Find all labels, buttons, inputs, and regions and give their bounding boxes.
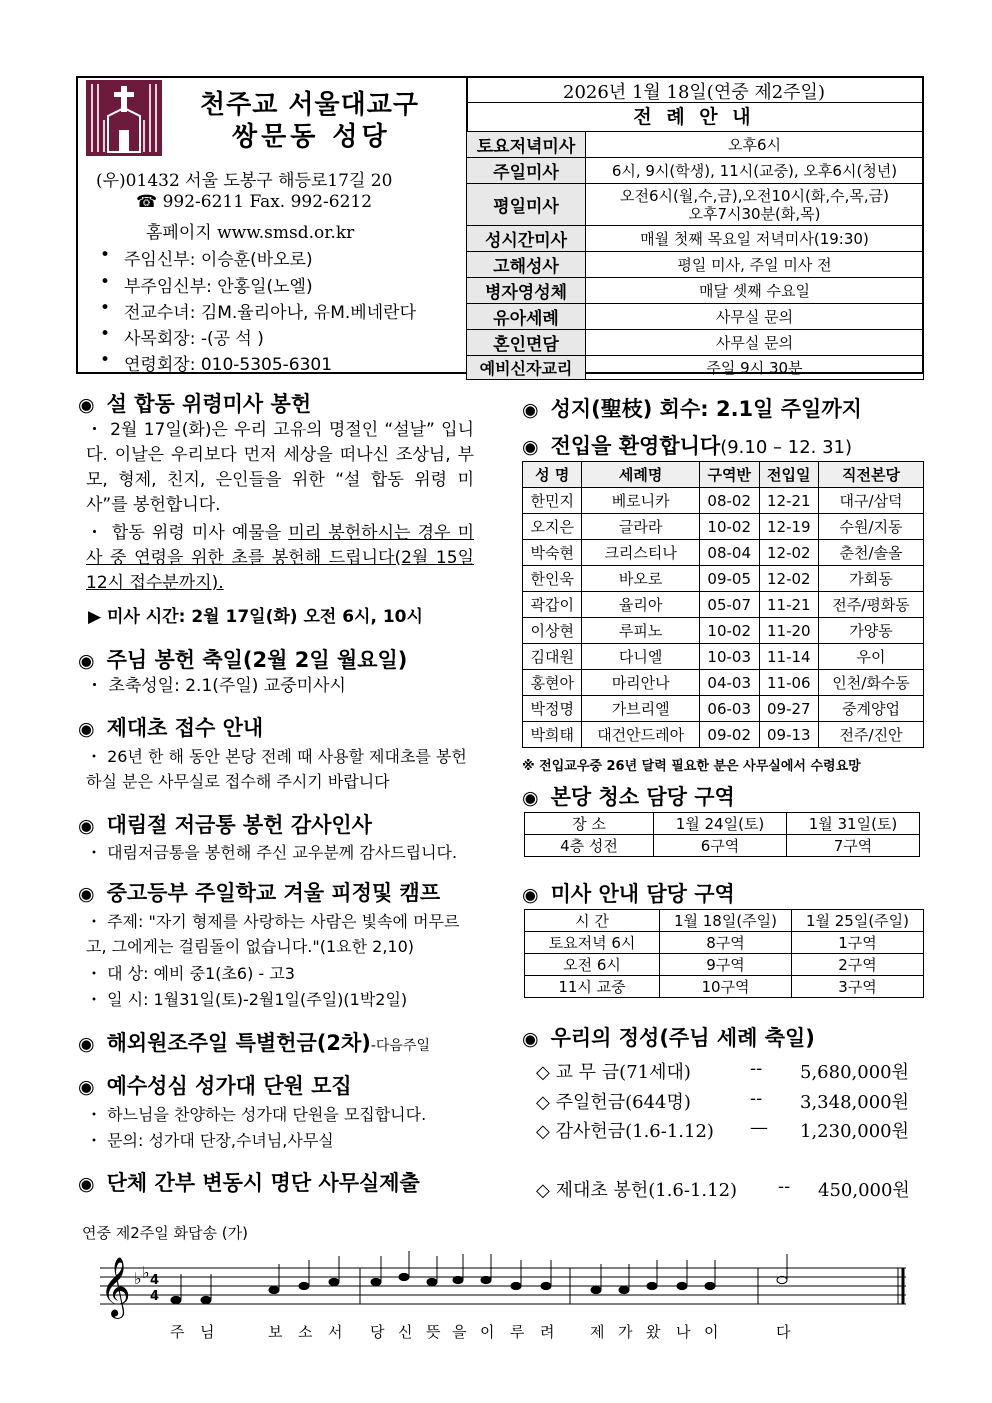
lyric-syllable: 당 [370,1323,385,1341]
altar-candle-text: ・ 26년 한 해 동안 본당 전례 때 사용할 제대초를 봉헌 하실 분은 사무실로 접수해 주시기 바랍니다 [86,747,467,791]
note-head [201,1296,211,1303]
youth-camp-theme: ・ 주제: "자기 형제를 사랑하는 사람은 빛속에 머무르고, 그에게는 걸림돌이 없습니다."(1요한 2,10) [86,912,460,956]
offering-amount: 3,348,000원 [800,1092,909,1113]
table-cell: 수원/지동 [819,514,924,540]
table-cell: 크리스티나 [582,540,700,566]
svg-text:4: 4 [150,1273,160,1288]
table-cell: 06-03 [699,696,759,722]
note-head [399,1273,409,1280]
offering-sep: -- [750,1088,763,1109]
lyric-syllable: 소 [298,1323,313,1341]
table-row [523,670,924,696]
note-head [481,1276,491,1283]
choir-text: ・ 하느님을 찬양하는 성가대 단원을 모집합니다. [86,1105,427,1124]
table-row [523,540,924,566]
bullet-circle-icon: ◉ [522,399,539,421]
table-cell: 9구역 [660,954,792,976]
table-cell: 베로니카 [582,488,700,514]
lyric-syllable: 다 [776,1323,791,1341]
lyric-syllable: 왔 [646,1323,661,1341]
table-cell: 08-04 [699,540,759,566]
liturgy-value: 주일 9시 30분 [586,356,924,380]
table-cell: 전주/평화동 [819,592,924,618]
table-row [523,696,924,722]
offering-label: ◇ 주일헌금(644명) [536,1092,691,1113]
note-head [329,1278,339,1285]
bullet-circle-icon: ◉ [522,787,539,809]
col-header: 직전본당 [819,462,924,488]
choir-contact: ・ 문의: 성가대 단장,수녀님,사무실 [86,1131,334,1150]
mass-guide-table [524,909,924,998]
col-header: 1월 25일(주일) [792,910,924,932]
table-row [523,592,924,618]
table-cell: 마리안나 [582,670,700,696]
table-cell: 오전 6시 [525,954,660,976]
liturgy-value: 매월 첫째 목요일 저녁미사(19:30) [586,226,924,252]
section-title-cleaning: ◉ 본당 청소 담당 구역 [522,785,735,809]
section-title-advent-bank: ◉ 대림절 저금통 봉헌 감사인사 [78,813,372,837]
bullet-circle-icon: ◉ [78,718,95,740]
section-title-youth-camp: ◉ 중고등부 주일학교 겨울 피정및 캠프 [78,881,441,905]
col-header: 1월 31일(토) [787,813,920,835]
phone: ☎ 992-6211 Fax. 992-6212 [136,192,373,212]
table-cell: 10-02 [699,514,759,540]
table-cell: 7구역 [787,835,920,857]
liturgy-value: 사무실 문의 [586,330,924,356]
staff-item: • 사목회장: -(공 석 ) [124,324,264,349]
bulletin-date: 2026년 1월 18일(연중 제2주일) [563,82,825,103]
lyric-syllable: 나 [676,1323,691,1341]
note-head [371,1278,381,1285]
note-head [705,1282,715,1289]
psalm-title: 연중 제2주일 화답송 (가) [82,1224,248,1242]
lyrics-row [90,1321,910,1345]
table-cell: 오지은 [523,514,582,540]
table-cell: 11시 교중 [525,976,660,998]
table-row [523,618,924,644]
bullet-circle-icon: ◉ [78,1033,95,1055]
staff-item: • 연령회장: 010-5305-6301 [124,350,332,375]
table-row [523,644,924,670]
table-cell: 05-07 [699,592,759,618]
bullet-circle-icon: ◉ [78,394,95,416]
table-row [523,722,924,748]
staff-item: • 주임신부: 이승훈(바오로) [124,245,313,270]
table-cell: 곽갑이 [523,592,582,618]
bullet-circle-icon: ◉ [78,1076,95,1098]
lyric-syllable: 이 [704,1323,719,1341]
table-cell: 춘천/솔올 [819,540,924,566]
svg-text:♭: ♭ [134,1269,142,1288]
table-cell: 가회동 [819,566,924,592]
note-head [511,1282,521,1289]
bullet-circle-icon: ◉ [78,650,95,672]
table-cell: 홍현아 [523,670,582,696]
table-cell: 8구역 [660,932,792,954]
lyric-syllable: 이 [480,1323,495,1341]
table-cell: 04-03 [699,670,759,696]
church-name-line1: 천주교 서울대교구 [200,90,419,120]
memorial-mass-text: ・ 2월 17일(화)은 우리 고유의 명절인 “설날” 입니다. 이날은 우리보다 먼저 세상을 떠나신 조상님, 부모, 형제, 친지, 은인들을 위한 “설 합동 위령 미사”를 봉헌합니다. [86,420,474,515]
lyric-syllable: 루 [510,1323,525,1341]
offering-label: ◇ 감사헌금(1.6-1.12) [536,1121,714,1142]
bullet-circle-icon: ◉ [522,436,539,458]
offering-amount: 1,230,000원 [800,1121,909,1142]
section-title-presentation: ◉ 주님 봉헌 축일(2월 2일 월요일) [78,648,408,672]
svg-text:𝄞: 𝄞 [100,1257,131,1317]
liturgy-value: 사무실 문의 [586,304,924,330]
table-cell: 가브리엘 [582,696,700,722]
table-cell: 전주/진안 [819,722,924,748]
col-header: 세례명 [582,462,700,488]
table-cell: 09-02 [699,722,759,748]
offering-sep: -- [778,1176,791,1197]
offering-amount: 450,000원 [818,1180,910,1201]
table-cell: 율리아 [582,592,700,618]
table-cell: 11-20 [759,618,819,644]
youth-camp-target: ・ 대 상: 예비 중1(초6) - 고3 [86,964,295,983]
liturgy-key: 예비신자교리 [467,356,586,380]
offering-label: ◇ 교 무 금(71세대) [536,1062,691,1083]
table-cell: 09-27 [759,696,819,722]
table-cell: 12-21 [759,488,819,514]
liturgy-value: 오후7시30분(화,목) [688,204,821,223]
table-cell: 대건안드레아 [582,722,700,748]
col-header: 1월 24일(토) [654,813,787,835]
table-cell: 08-02 [699,488,759,514]
table-cell: 12-02 [759,566,819,592]
liturgy-key: 토요저녁미사 [467,132,586,158]
liturgy-table [466,131,924,380]
table-cell: 한인욱 [523,566,582,592]
calendar-note: ※ 전입교우중 26년 달력 필요한 분은 사무실에서 수령요망 [522,759,861,774]
advent-bank-text: ・ 대림저금통을 봉헌해 주신 교우분께 감사드립니다. [86,843,458,862]
table-cell: 1구역 [792,932,924,954]
svg-text:♭: ♭ [142,1263,150,1282]
col-header: 시 간 [525,910,660,932]
section-title-welcome: ◉ 전입을 환영합니다(9.10 – 12. 31) [522,434,853,458]
col-header: 구역반 [699,462,759,488]
table-cell: 한민지 [523,488,582,514]
bullet-circle-icon: ◉ [78,815,95,837]
table-cell: 박정명 [523,696,582,722]
liturgy-key: 성시간미사 [467,226,586,252]
table-cell: 바오로 [582,566,700,592]
table-cell: 다니엘 [582,644,700,670]
col-header: 전입일 [759,462,819,488]
table-row [523,488,924,514]
table-cell: 이상현 [523,618,582,644]
staff-item: • 부주임신부: 안홍일(노엘) [124,272,313,297]
lyric-syllable: 신 [398,1323,413,1341]
lyric-syllable: 려 [540,1323,555,1341]
youth-camp-date: ・ 일 시: 1월31일(토)-2월1일(주일)(1박2일) [86,990,408,1009]
lyric-syllable: 서 [328,1323,343,1341]
liturgy-value: 매달 셋째 수요일 [586,278,924,304]
offering-amount: 5,680,000원 [800,1062,909,1083]
table-cell: 09-13 [759,722,819,748]
table-cell: 중계양업 [819,696,924,722]
section-title-overseas-aid: ◉ 해외원조주일 특별헌금(2차)-다음주일 [78,1031,431,1055]
offering-sep: — [750,1117,768,1138]
table-cell: 3구역 [792,976,924,998]
note-head [453,1276,463,1283]
homepage: 홈페이지 www.smsd.or.kr [146,223,355,243]
table-cell: 4층 성전 [525,835,654,857]
section-title-offerings: ◉ 우리의 정성(주님 세례 축일) [522,1026,815,1050]
lyric-syllable: 주 [170,1323,185,1341]
table-cell: 토요저녁 6시 [525,932,660,954]
section-title-altar-candle: ◉ 제대초 접수 안내 [78,716,264,740]
bullet-circle-icon: ◉ [78,883,95,905]
table-cell: 대구/삼덕 [819,488,924,514]
section-title-choir: ◉ 예수성심 성가대 단원 모집 [78,1074,352,1098]
col-header: 1월 18일(주일) [660,910,792,932]
note-head [647,1282,657,1289]
offering-sep: -- [750,1058,763,1079]
table-cell: 박숙현 [523,540,582,566]
table-cell: 12-19 [759,514,819,540]
table-row [523,566,924,592]
liturgy-key: 고해성사 [467,252,586,278]
bullet-circle-icon: ◉ [522,884,539,906]
note-head [541,1282,551,1289]
table-cell: 인천/화수동 [819,670,924,696]
table-cell: 박희태 [523,722,582,748]
table-cell: 12-02 [759,540,819,566]
staff-item: • 전교수녀: 김M.율리아나, 유M.베네란다 [124,298,416,323]
note-head [269,1286,279,1293]
table-cell: 루피노 [582,618,700,644]
table-cell: 10구역 [660,976,792,998]
church-name-line2: 쌍문동 성당 [232,122,391,152]
section-title-palm-return: ◉ 성지(聖枝) 회수: 2.1일 주일까지 [522,397,862,421]
bullet-circle-icon: ◉ [78,1173,95,1195]
table-cell: 10-02 [699,618,759,644]
lyric-syllable: 제 [590,1323,605,1341]
table-cell: 김대원 [523,644,582,670]
note-head [427,1278,437,1285]
table-cell: 11-06 [759,670,819,696]
lyric-syllable: 을 [452,1323,467,1341]
lyric-syllable: 님 [200,1323,215,1341]
section-title-memorial-mass: ◉ 설 합동 위령미사 봉헌 [78,392,312,416]
cleaning-table [524,812,920,857]
church-logo-icon [86,80,162,156]
welcome-table [522,461,924,748]
offering-label: ◇ 제대초 봉헌(1.6-1.12) [536,1180,738,1201]
liturgy-key: 혼인면담 [467,330,586,356]
table-cell: 우이 [819,644,924,670]
bullet-circle-icon: ◉ [522,1028,539,1050]
note-head [677,1282,687,1289]
table-cell: 6구역 [654,835,787,857]
lyric-syllable: 가 [618,1323,633,1341]
liturgy-value: 오전6시(월,수,금),오전10시(화,수,목,금) [619,186,890,205]
liturgy-value: 평일 미사, 주일 미사 전 [586,252,924,278]
liturgy-value: 6시, 9시(학생), 11시(교중), 오후6시(청년) [586,158,924,184]
col-header: 성 명 [523,462,582,488]
note-head [591,1286,601,1293]
svg-text:4: 4 [150,1289,160,1304]
note-head [171,1296,181,1303]
liturgy-key: 평일미사 [467,184,586,226]
section-title-officer-change: ◉ 단체 간부 변동시 명단 사무실제출 [78,1171,420,1195]
mass-time: ▶ 미사 시간: 2월 17일(화) 오전 6시, 10시 [88,607,423,627]
section-title-mass-guide: ◉ 미사 안내 담당 구역 [522,882,735,906]
address: (우)01432 서울 도봉구 해등로17길 20 [96,171,393,191]
table-cell: 가양동 [819,618,924,644]
table-cell: 11-14 [759,644,819,670]
lyric-syllable: 보 [268,1323,283,1341]
table-cell: 2구역 [792,954,924,976]
liturgy-title: 전 례 안 내 [466,102,922,131]
note-head [619,1286,629,1293]
note-head [299,1282,309,1289]
candle-blessing: ・ 초축성일: 2.1(주일) 교중미사시 [86,676,346,696]
table-row [523,514,924,540]
lyric-syllable: 뜻 [426,1323,441,1341]
col-header: 장 소 [525,813,654,835]
liturgy-key: 주일미사 [467,158,586,184]
memorial-mass-offering: ・ 합동 위령 미사 예물을 미리 봉헌하시는 경우 미사 중 연령을 위한 초를 봉헌해 드립니다(2월 15일 12시 접수분까지). [86,523,474,593]
table-cell: 11-21 [759,592,819,618]
liturgy-value: 오후6시 [586,132,924,158]
liturgy-key: 병자영성체 [467,278,586,304]
table-cell: 글라라 [582,514,700,540]
table-cell: 09-05 [699,566,759,592]
liturgy-key: 유아세례 [467,304,586,330]
table-cell: 10-03 [699,644,759,670]
